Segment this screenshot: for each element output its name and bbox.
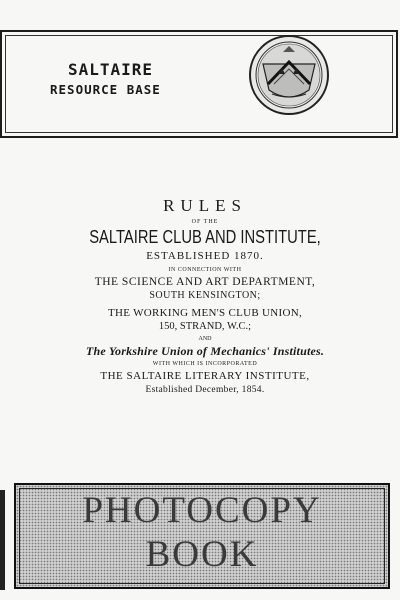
yorkshire-union-text: The Yorkshire Union of Mechanics' Institutes. — [85, 344, 325, 358]
page-edge-shadow — [0, 490, 5, 590]
photocopy-stamp-box — [14, 483, 390, 589]
literary-institute-text: THE SALTAIRE LITERARY INSTITUTE, — [100, 370, 310, 382]
and-text: AND — [198, 336, 212, 342]
in-connection-text: IN CONNECTION WITH — [168, 267, 242, 273]
working-mens-union-text: THE WORKING MEN'S CLUB UNION, — [107, 307, 303, 319]
photocopy-label: PHOTOCOPY — [82, 490, 322, 531]
book-label: BOOK — [145, 534, 259, 575]
kensington-text: SOUTH KENSINGTON; — [149, 290, 261, 301]
title-block — [40, 196, 370, 395]
club-name: SALTAIRE CLUB AND INSTITUTE, — [89, 227, 321, 247]
strand-address-text: 150, STRAND, W.C.; — [158, 321, 252, 332]
brand-title: SALTAIRE — [68, 60, 154, 79]
incorporated-text: WITH WHICH IS INCORPORATED — [152, 361, 258, 367]
of-the-text: OF THE — [191, 219, 219, 225]
science-department-text: THE SCIENCE AND ART DEPARTMENT, — [94, 276, 316, 288]
established-december-text: Established December, 1854. — [145, 385, 265, 395]
brand-subtitle: RESOURCE BASE — [50, 82, 161, 97]
rules-heading: RULES — [163, 196, 247, 215]
saltaire-seal-icon — [248, 34, 330, 116]
established-text: ESTABLISHED 1870. — [146, 250, 264, 262]
